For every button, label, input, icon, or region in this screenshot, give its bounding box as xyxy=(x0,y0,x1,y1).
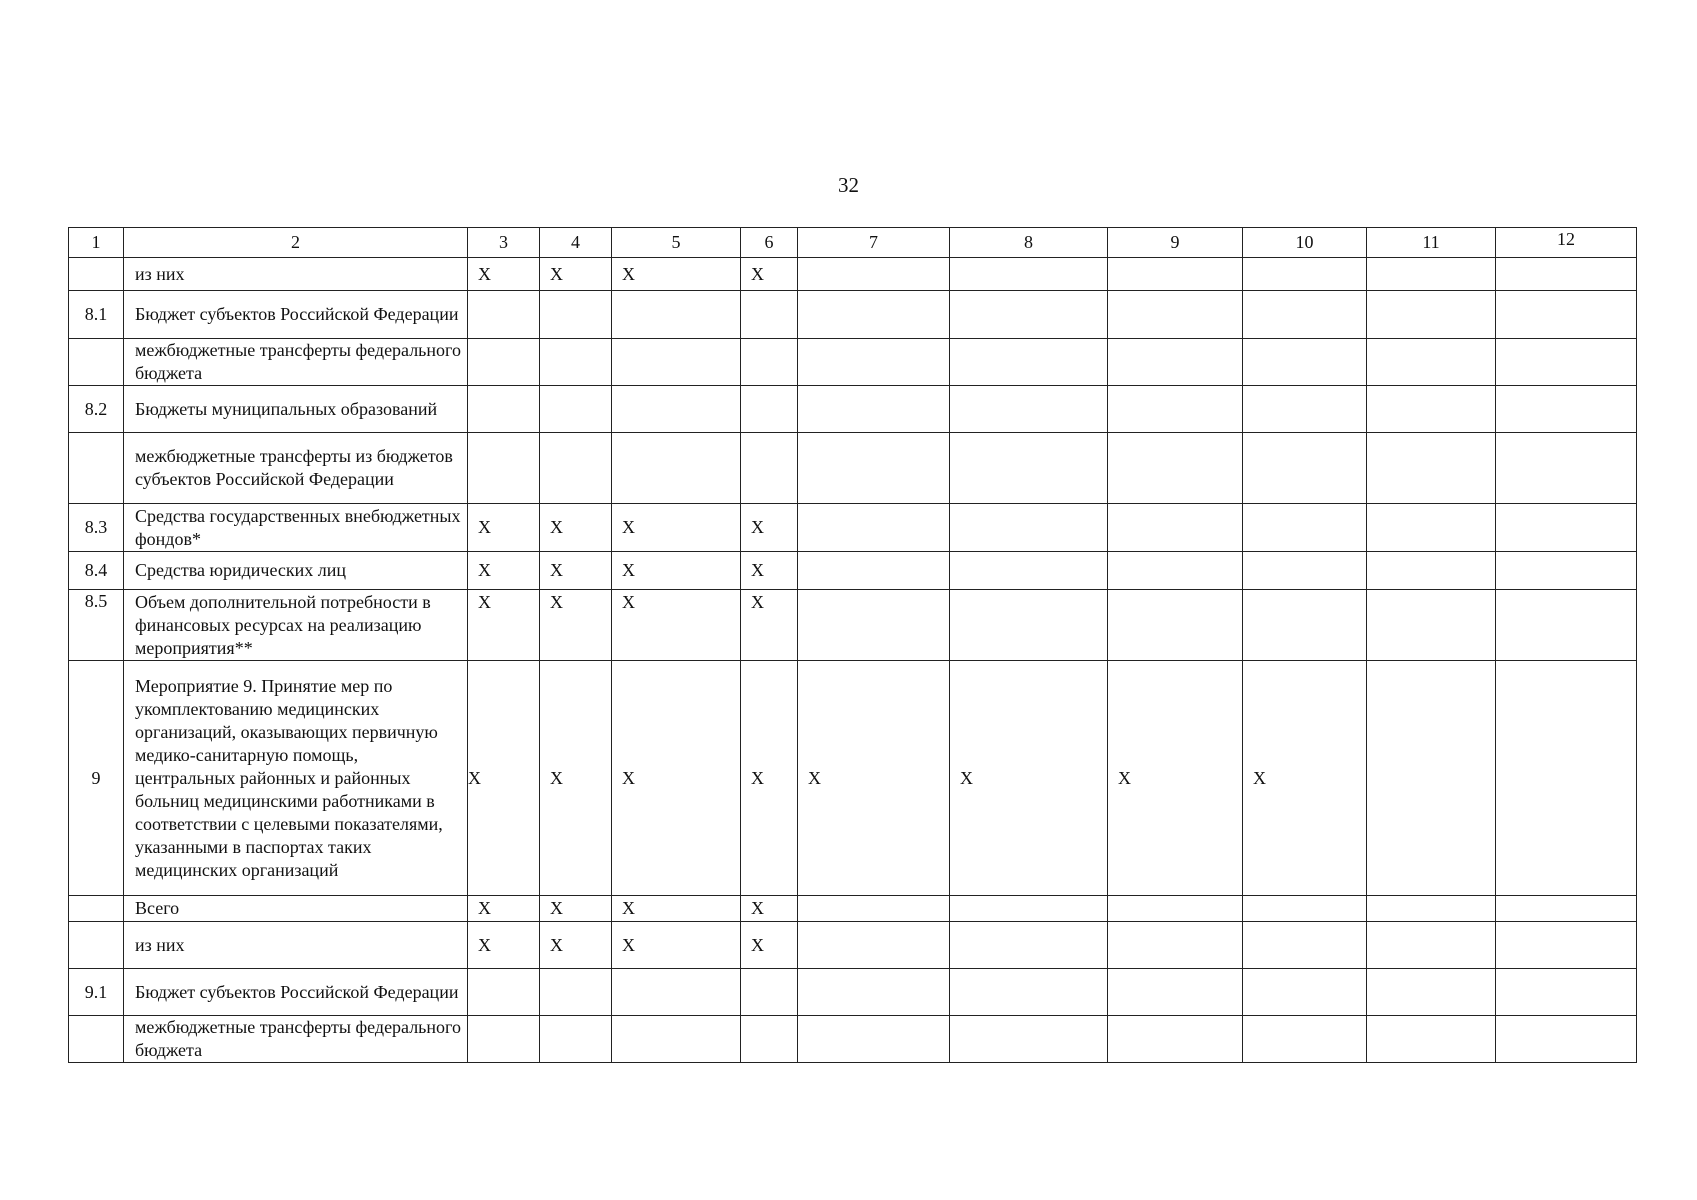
table-cell: X xyxy=(540,896,612,922)
column-header-4: 4 xyxy=(540,228,612,258)
table-cell xyxy=(741,291,798,339)
page-number: 32 xyxy=(838,173,859,197)
table-cell xyxy=(1108,258,1243,291)
row-number xyxy=(69,1016,124,1063)
column-header-7: 7 xyxy=(798,228,950,258)
table-cell: X xyxy=(612,661,741,896)
table-cell xyxy=(1243,386,1367,433)
table-cell xyxy=(468,1016,540,1063)
table-cell xyxy=(1367,552,1496,590)
row-number: 8.3 xyxy=(69,504,124,552)
table-cell xyxy=(950,433,1108,504)
table-cell xyxy=(1108,969,1243,1016)
table-cell xyxy=(540,433,612,504)
table-cell xyxy=(741,433,798,504)
table-cell: X xyxy=(540,504,612,552)
table-cell: X xyxy=(540,590,612,661)
row-number: 8.1 xyxy=(69,291,124,339)
row-name: межбюджетные трансферты федерального бюджета xyxy=(124,339,468,386)
table-cell: X xyxy=(540,661,612,896)
table-cell xyxy=(1243,552,1367,590)
table-cell: X xyxy=(468,258,540,291)
column-header-2: 2 xyxy=(124,228,468,258)
table-cell xyxy=(741,339,798,386)
table-cell xyxy=(950,590,1108,661)
table-cell xyxy=(612,969,741,1016)
table-cell xyxy=(950,552,1108,590)
row-name: Всего xyxy=(124,896,468,922)
table-cell xyxy=(540,386,612,433)
table-row xyxy=(69,1016,1637,1063)
row-name: межбюджетные трансферты федерального бюджета xyxy=(124,1016,468,1063)
table-cell: X xyxy=(741,661,798,896)
table-cell xyxy=(1108,339,1243,386)
table-cell xyxy=(1496,433,1637,504)
row-number: 8.4 xyxy=(69,552,124,590)
table-cell xyxy=(1243,590,1367,661)
table-cell: X xyxy=(612,922,741,969)
table-cell xyxy=(1367,291,1496,339)
table-cell xyxy=(741,386,798,433)
table-cell xyxy=(1496,969,1637,1016)
table-cell xyxy=(1108,291,1243,339)
table-cell xyxy=(1496,291,1637,339)
table-cell xyxy=(1108,504,1243,552)
column-header-10: 10 xyxy=(1243,228,1367,258)
table-cell xyxy=(540,1016,612,1063)
table-cell xyxy=(1108,896,1243,922)
table-cell xyxy=(1243,433,1367,504)
column-header-12-label: 12 xyxy=(1557,229,1575,249)
table-cell: X xyxy=(612,590,741,661)
table-cell xyxy=(798,386,950,433)
table-cell xyxy=(1496,922,1637,969)
table-cell xyxy=(1108,433,1243,504)
row-number xyxy=(69,896,124,922)
table-cell: X xyxy=(612,258,741,291)
table-cell xyxy=(950,291,1108,339)
table-cell xyxy=(1367,504,1496,552)
table-cell xyxy=(1243,258,1367,291)
table-cell: X xyxy=(468,896,540,922)
table-cell xyxy=(1496,504,1637,552)
row-name: Бюджеты муниципальных образований xyxy=(124,386,468,433)
table-cell: X xyxy=(741,258,798,291)
table-cell xyxy=(950,896,1108,922)
table-cell xyxy=(468,291,540,339)
row-name: Мероприятие 9. Принятие мер по укомплектованию медицинских организаций, оказывающих первичную медико-санитарную помощь, центральных районных и районных больниц медицинскими работниками в соответствии с целевыми показателями, указанными в паспортах таких медицинских организаций xyxy=(124,661,468,896)
table-cell xyxy=(1243,1016,1367,1063)
table-cell: X xyxy=(468,661,540,896)
table-row xyxy=(69,504,1637,552)
table-cell: X xyxy=(612,896,741,922)
table-cell xyxy=(540,291,612,339)
table-cell xyxy=(1108,922,1243,969)
table-cell xyxy=(798,896,950,922)
table-cell xyxy=(798,590,950,661)
table-cell xyxy=(1367,433,1496,504)
table-cell: X xyxy=(741,552,798,590)
table-cell xyxy=(950,386,1108,433)
table-cell xyxy=(1108,386,1243,433)
table-cell xyxy=(950,969,1108,1016)
row-number: 9.1 xyxy=(69,969,124,1016)
column-header-1: 1 xyxy=(69,228,124,258)
table-cell: X xyxy=(540,922,612,969)
row-name: Средства юридических лиц xyxy=(124,552,468,590)
table-cell xyxy=(1367,896,1496,922)
table-cell: X xyxy=(1108,661,1243,896)
table-cell xyxy=(612,339,741,386)
table-row xyxy=(69,896,1637,922)
table-cell xyxy=(950,922,1108,969)
row-name: межбюджетные трансферты из бюджетов субъектов Российской Федерации xyxy=(124,433,468,504)
table-cell xyxy=(1367,258,1496,291)
row-number xyxy=(69,339,124,386)
table-cell xyxy=(798,552,950,590)
table-cell xyxy=(798,258,950,291)
table-row xyxy=(69,590,1637,661)
table-cell: X xyxy=(741,922,798,969)
table-cell xyxy=(1496,590,1637,661)
table-cell xyxy=(468,969,540,1016)
table-cell xyxy=(1108,552,1243,590)
table-cell xyxy=(1367,1016,1496,1063)
table-cell: X xyxy=(741,590,798,661)
table-cell xyxy=(468,339,540,386)
table-row xyxy=(69,922,1637,969)
table-cell xyxy=(1243,922,1367,969)
table-cell xyxy=(1108,590,1243,661)
row-name: Бюджет субъектов Российской Федерации xyxy=(124,291,468,339)
table-cell: X xyxy=(1243,661,1367,896)
column-header-8: 8 xyxy=(950,228,1108,258)
table-cell xyxy=(1243,969,1367,1016)
table-cell xyxy=(1496,258,1637,291)
table-cell xyxy=(540,969,612,1016)
row-number: 8.2 xyxy=(69,386,124,433)
table-cell xyxy=(798,1016,950,1063)
table-cell: X xyxy=(741,504,798,552)
table-cell xyxy=(950,339,1108,386)
table-cell xyxy=(741,969,798,1016)
table-cell xyxy=(468,386,540,433)
table-cell xyxy=(798,969,950,1016)
header-row xyxy=(69,228,1637,258)
column-header-9: 9 xyxy=(1108,228,1243,258)
table-cell xyxy=(798,922,950,969)
row-name: из них xyxy=(124,258,468,291)
table-cell xyxy=(1243,896,1367,922)
table-cell: X xyxy=(468,504,540,552)
table-cell: X xyxy=(612,552,741,590)
table-row xyxy=(69,552,1637,590)
row-number xyxy=(69,922,124,969)
table-cell xyxy=(1496,386,1637,433)
table-cell xyxy=(950,504,1108,552)
table-cell xyxy=(798,504,950,552)
table-row xyxy=(69,661,1637,896)
row-number: 9 xyxy=(69,661,124,896)
table-cell xyxy=(1496,661,1637,896)
table-cell xyxy=(612,386,741,433)
table-cell xyxy=(1367,590,1496,661)
row-number xyxy=(69,433,124,504)
column-header-5: 5 xyxy=(612,228,741,258)
table-cell xyxy=(1496,339,1637,386)
table-cell xyxy=(1496,552,1637,590)
table-row xyxy=(69,386,1637,433)
table-cell xyxy=(1367,969,1496,1016)
table-cell xyxy=(1243,291,1367,339)
table-cell xyxy=(1496,896,1637,922)
table-row xyxy=(69,258,1637,291)
table-cell xyxy=(1108,1016,1243,1063)
table-cell xyxy=(1496,1016,1637,1063)
row-number xyxy=(69,258,124,291)
table-row xyxy=(69,433,1637,504)
table-cell xyxy=(1367,922,1496,969)
column-header-12 xyxy=(1496,228,1637,258)
table-cell xyxy=(741,1016,798,1063)
table-cell xyxy=(1243,504,1367,552)
table-cell xyxy=(1367,661,1496,896)
table-cell xyxy=(468,433,540,504)
table-cell xyxy=(950,258,1108,291)
row-number: 8.5 xyxy=(69,590,124,661)
table-cell xyxy=(612,1016,741,1063)
table-row xyxy=(69,969,1637,1016)
table-cell: X xyxy=(468,922,540,969)
table-cell: X xyxy=(741,896,798,922)
table-cell xyxy=(1367,339,1496,386)
row-name: Объем дополнительной потребности в финансовых ресурсах на реализацию мероприятия** xyxy=(124,590,468,661)
table-cell xyxy=(798,433,950,504)
column-header-6: 6 xyxy=(741,228,798,258)
row-name: Средства государственных внебюджетных фондов* xyxy=(124,504,468,552)
table-cell xyxy=(612,433,741,504)
table-row xyxy=(69,291,1637,339)
budget-table xyxy=(68,227,1637,1063)
table-cell: X xyxy=(540,552,612,590)
column-header-3: 3 xyxy=(468,228,540,258)
table-cell: X xyxy=(950,661,1108,896)
table-cell: X xyxy=(468,552,540,590)
table-cell xyxy=(798,291,950,339)
table-cell xyxy=(1367,386,1496,433)
table-cell xyxy=(798,339,950,386)
table-cell xyxy=(612,291,741,339)
column-header-11: 11 xyxy=(1367,228,1496,258)
table-cell xyxy=(950,1016,1108,1063)
row-name: Бюджет субъектов Российской Федерации xyxy=(124,969,468,1016)
table-row xyxy=(69,339,1637,386)
table-cell xyxy=(540,339,612,386)
table-cell: X xyxy=(612,504,741,552)
table-cell: X xyxy=(798,661,950,896)
table-cell xyxy=(1243,339,1367,386)
table-cell: X xyxy=(540,258,612,291)
row-name: из них xyxy=(124,922,468,969)
table-cell: X xyxy=(468,590,540,661)
